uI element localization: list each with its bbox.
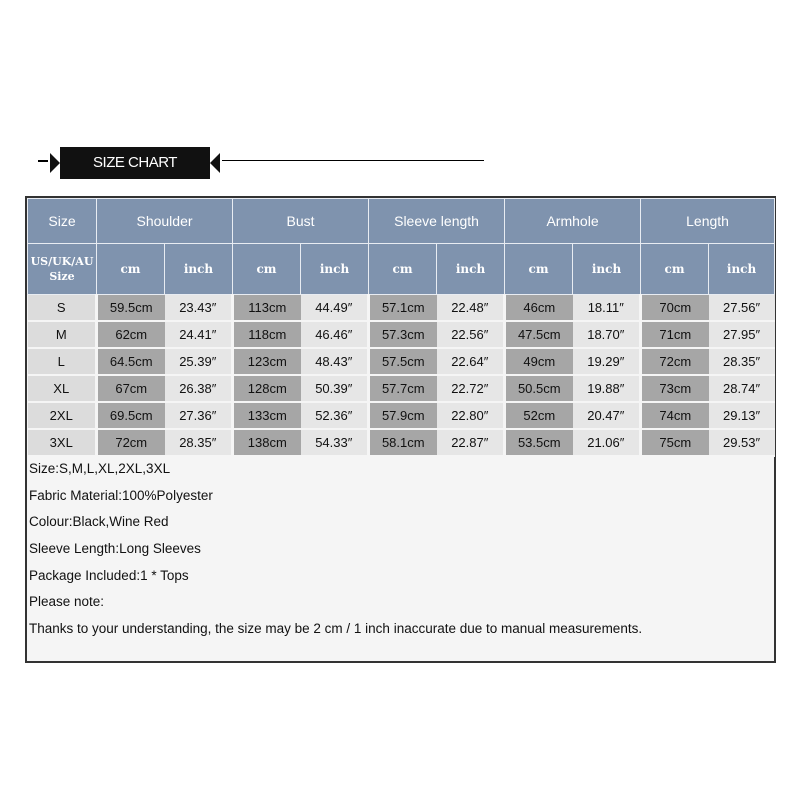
shoulder-inch-cell: 28.35″	[165, 429, 233, 456]
bust-cm-cell: 128cm	[233, 375, 301, 402]
size-region-label	[28, 244, 97, 295]
length-inch-cell: 29.13″	[709, 402, 775, 429]
armhole-inch-cell: 20.47″	[573, 402, 641, 429]
unit-cm: cm	[369, 244, 437, 295]
unit-inch: inch	[165, 244, 233, 295]
shoulder-inch-cell: 25.39″	[165, 348, 233, 375]
shoulder-cm-cell: 62cm	[97, 321, 165, 348]
header-shoulder: Shoulder	[97, 199, 233, 244]
sleeve-cm-cell: 57.7cm	[369, 375, 437, 402]
armhole-cm-cell: 49cm	[505, 348, 573, 375]
table-row	[28, 321, 775, 348]
sleeve-cm-cell: 58.1cm	[369, 429, 437, 456]
length-cm-cell: 75cm	[641, 429, 709, 456]
sleeve-inch-cell: 22.64″	[437, 348, 505, 375]
unit-cm: cm	[641, 244, 709, 295]
shoulder-cm-cell: 59.5cm	[97, 295, 165, 322]
header-armhole: Armhole	[505, 199, 641, 244]
armhole-cm-cell: 47.5cm	[505, 321, 573, 348]
shoulder-cm-cell: 64.5cm	[97, 348, 165, 375]
size-region-line-2: Size	[49, 270, 75, 283]
length-cm-cell: 70cm	[641, 295, 709, 322]
bust-inch-cell: 44.49″	[301, 295, 369, 322]
bust-inch-cell: 54.33″	[301, 429, 369, 456]
shoulder-inch-cell: 26.38″	[165, 375, 233, 402]
unit-header-row	[28, 244, 775, 295]
product-notes	[29, 456, 769, 643]
armhole-cm-cell: 46cm	[505, 295, 573, 322]
unit-cm: cm	[97, 244, 165, 295]
armhole-cm-cell: 53.5cm	[505, 429, 573, 456]
sleeve-cm-cell: 57.9cm	[369, 402, 437, 429]
header-sleeve-length: Sleeve length	[369, 199, 505, 244]
size-chart-panel	[25, 196, 776, 663]
unit-inch: inch	[709, 244, 775, 295]
size-region-line-1: US/UK/AU	[30, 255, 94, 268]
note-package: Package Included:1 * Tops	[29, 567, 189, 583]
banner-notch-right	[210, 153, 220, 173]
table-row	[28, 429, 775, 456]
size-cell: L	[28, 348, 97, 375]
size-chart-table	[27, 198, 775, 457]
sleeve-cm-cell: 57.5cm	[369, 348, 437, 375]
unit-inch: inch	[301, 244, 369, 295]
table-row	[28, 402, 775, 429]
bust-cm-cell: 113cm	[233, 295, 301, 322]
bust-cm-cell: 133cm	[233, 402, 301, 429]
size-chart-banner	[0, 140, 800, 186]
length-inch-cell: 27.95″	[709, 321, 775, 348]
shoulder-inch-cell: 27.36″	[165, 402, 233, 429]
header-bust: Bust	[233, 199, 369, 244]
unit-inch: inch	[437, 244, 505, 295]
bust-inch-cell: 48.43″	[301, 348, 369, 375]
length-cm-cell: 74cm	[641, 402, 709, 429]
size-cell: XL	[28, 375, 97, 402]
size-cell: 2XL	[28, 402, 97, 429]
note-please-note: Please note:	[29, 594, 105, 610]
banner-notch-left	[50, 153, 60, 173]
sleeve-inch-cell: 22.48″	[437, 295, 505, 322]
shoulder-cm-cell: 72cm	[97, 429, 165, 456]
shoulder-inch-cell: 24.41″	[165, 321, 233, 348]
bust-inch-cell: 46.46″	[301, 321, 369, 348]
header-length: Length	[641, 199, 775, 244]
unit-cm: cm	[505, 244, 573, 295]
note-fabric: Fabric Material:100%Polyester	[29, 487, 213, 503]
table-row	[28, 375, 775, 402]
armhole-inch-cell: 18.11″	[573, 295, 641, 322]
note-colour: Colour:Black,Wine Red	[29, 514, 169, 530]
table-row	[28, 295, 775, 322]
length-inch-cell: 28.74″	[709, 375, 775, 402]
size-cell: S	[28, 295, 97, 322]
banner-rule	[222, 160, 484, 161]
armhole-inch-cell: 19.88″	[573, 375, 641, 402]
length-inch-cell: 27.56″	[709, 295, 775, 322]
bust-cm-cell: 118cm	[233, 321, 301, 348]
banner-dash	[38, 160, 48, 162]
armhole-inch-cell: 18.70″	[573, 321, 641, 348]
sleeve-inch-cell: 22.72″	[437, 375, 505, 402]
size-cell: 3XL	[28, 429, 97, 456]
sleeve-cm-cell: 57.3cm	[369, 321, 437, 348]
shoulder-inch-cell: 23.43″	[165, 295, 233, 322]
group-header-row	[28, 199, 775, 244]
note-accuracy: Thanks to your understanding, the size may be 2 cm / 1 inch inaccurate due to manual measurements.	[29, 621, 643, 637]
unit-inch: inch	[573, 244, 641, 295]
sleeve-cm-cell: 57.1cm	[369, 295, 437, 322]
armhole-inch-cell: 21.06″	[573, 429, 641, 456]
shoulder-cm-cell: 69.5cm	[97, 402, 165, 429]
unit-cm: cm	[233, 244, 301, 295]
length-cm-cell: 72cm	[641, 348, 709, 375]
length-inch-cell: 28.35″	[709, 348, 775, 375]
bust-cm-cell: 138cm	[233, 429, 301, 456]
bust-inch-cell: 52.36″	[301, 402, 369, 429]
sleeve-inch-cell: 22.87″	[437, 429, 505, 456]
armhole-cm-cell: 50.5cm	[505, 375, 573, 402]
length-inch-cell: 29.53″	[709, 429, 775, 456]
sleeve-inch-cell: 22.80″	[437, 402, 505, 429]
table-row	[28, 348, 775, 375]
bust-inch-cell: 50.39″	[301, 375, 369, 402]
header-size: Size	[28, 199, 97, 244]
note-sleeve: Sleeve Length:Long Sleeves	[29, 541, 201, 557]
sleeve-inch-cell: 22.56″	[437, 321, 505, 348]
banner-title: SIZE CHART	[93, 154, 177, 171]
length-cm-cell: 73cm	[641, 375, 709, 402]
length-cm-cell: 71cm	[641, 321, 709, 348]
armhole-cm-cell: 52cm	[505, 402, 573, 429]
size-cell: M	[28, 321, 97, 348]
armhole-inch-cell: 19.29″	[573, 348, 641, 375]
note-sizes: Size:S,M,L,XL,2XL,3XL	[29, 461, 171, 476]
bust-cm-cell: 123cm	[233, 348, 301, 375]
shoulder-cm-cell: 67cm	[97, 375, 165, 402]
